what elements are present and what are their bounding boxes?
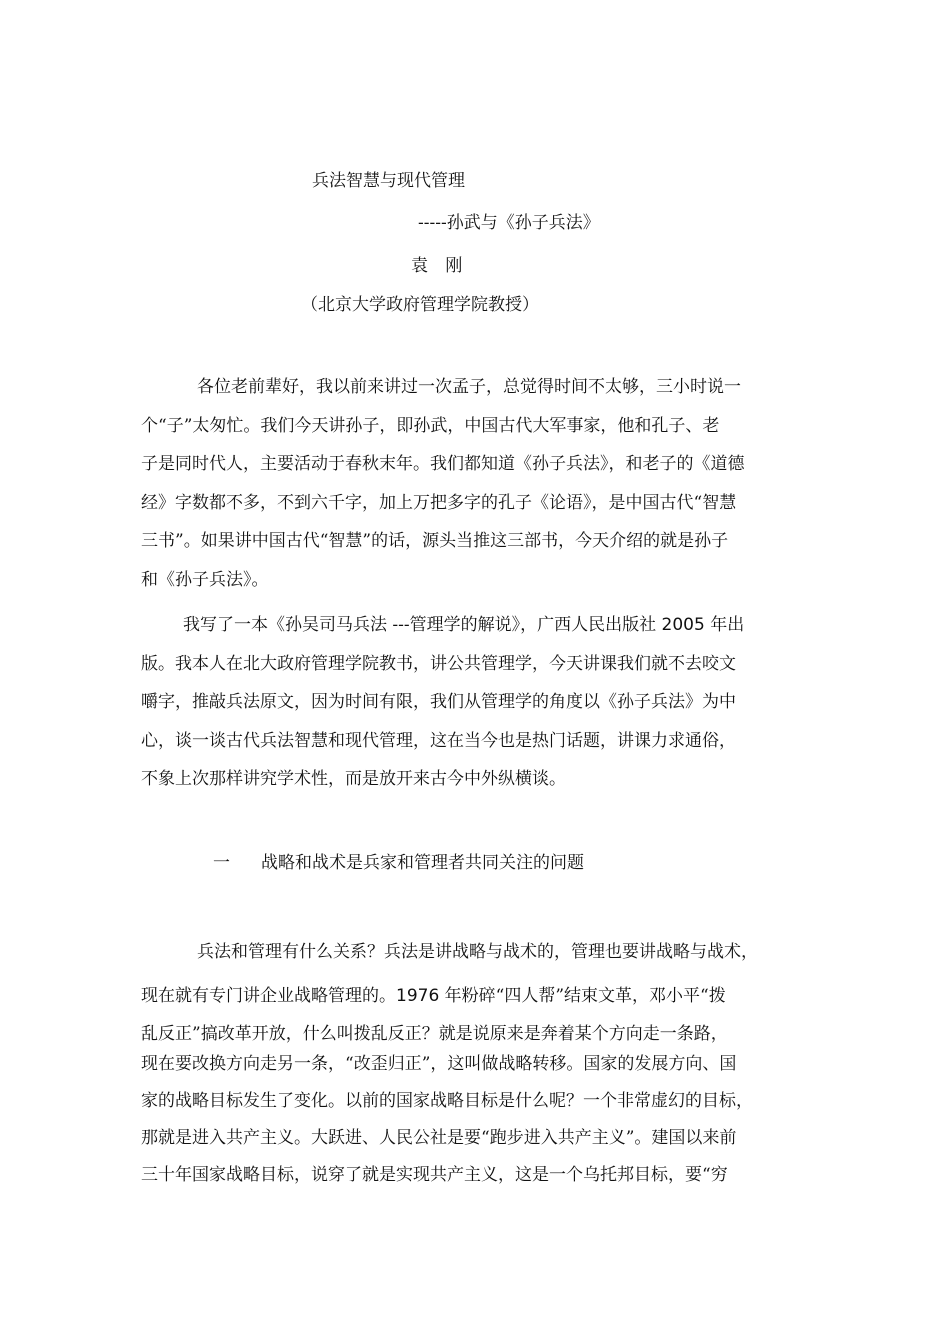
paragraph-3-line: 家的战略目标发生了变化。以前的国家战略目标是什么呢？一个非常虚幻的目标， [141,1091,753,1111]
paragraph-2 [141,615,811,808]
paragraph-2-text: 我写了一本《孙吴司马兵法 ---管理学的解说》，广西人民出版社 [183,615,662,635]
paragraph-1 [141,377,811,609]
paragraph-3-text: 现在就有专门讲企业战略管理的。 [141,986,396,1006]
section-number: 一 [213,853,230,873]
paragraph-1-line: 个“子”太匆忙。我们今天讲孙子，即孙武，中国古代大军事家，他和孔子、老 [141,415,720,436]
paragraph-1-line: 子是同时代人，主要活动于春秋末年。我们都知道《孙子兵法》，和老子的《道德 [141,454,745,475]
paragraph-2-line: 版。我本人在北大政府管理学院教书，讲公共管理学，今天讲课我们就不去咬文 [141,653,736,674]
paragraph-3-text: 年粉碎“四人帮”结束文革，邓小平“拨 [439,986,726,1006]
paragraph-3 [141,942,811,1202]
publication-year: 2005 [661,615,705,635]
paragraph-2-line: 嚼字，推敲兵法原文，因为时间有限，我们从管理学的角度以《孙子兵法》为中 [141,692,736,713]
section-heading [213,853,584,873]
paragraph-1-line: 和《孙子兵法》。 [141,569,269,590]
event-year: 1976 [396,986,440,1006]
paragraph-1-line: 三书”。如果讲中国古代“智慧”的话，源头当推这三部书，今天介绍的就是孙子 [141,531,729,552]
paragraph-3-line: 现在要改换方向走另一条，“改歪归正”，这叫做战略转移。国家的发展方向、国 [141,1054,737,1074]
document-subtitle: -----孙武与《孙子兵法》 [418,213,600,233]
paragraph-2-line [141,615,811,654]
author-name: 袁 刚 [411,256,469,276]
paragraph-3-line: 乱反正”搞改革开放，什么叫拨乱反正？就是说原来是奔着某个方向走一条路， [141,1024,728,1044]
section-title: 战略和战术是兵家和管理者共同关注的问题 [261,853,584,873]
paragraph-3-line: 那就是进入共产主义。大跃进、人民公社是要“跑步进入共产主义”。建国以来前 [141,1128,737,1148]
author-affiliation: （北京大学政府管理学院教授） [301,295,539,315]
paragraph-3-line: 三十年国家战略目标，说穿了就是实现共产主义，这是一个乌托邦目标，要“穷 [141,1165,728,1185]
paragraph-2-line: 不象上次那样讲究学术性，而是放开来古今中外纵横谈。 [141,769,566,790]
paragraph-3-line [141,986,811,1024]
paragraph-1-line: 各位老前辈好，我以前来讲过一次孟子，总觉得时间不太够，三小时说一 [197,377,741,397]
paragraph-2-line: 心，谈一谈古代兵法智慧和现代管理，这在当今也是热门话题，讲课力求通俗， [141,730,736,751]
paragraph-1-line: 经》字数都不多，不到六千字，加上万把多字的孔子《论语》，是中国古代“智慧 [141,492,737,513]
paragraph-3-line: 兵法和管理有什么关系？兵法是讲战略与战术的，管理也要讲战略与战术， [197,942,758,962]
document-title: 兵法智慧与现代管理 [312,171,465,191]
paragraph-2-text: 年出 [704,615,745,635]
